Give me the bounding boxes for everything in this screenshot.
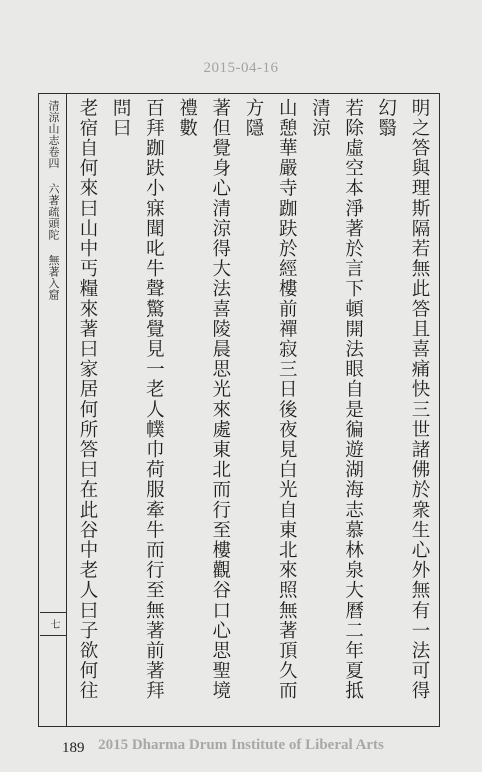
margin-section: 六著疏頭陀 [47,183,60,241]
watermark: 2015 Dharma Drum Institute of Liberal Arts [98,737,384,753]
margin-text [40,100,66,301]
text-column: 老宿自何來曰山中丐糧來著曰家居何所答曰在此谷中老人曰子欲何往 [76,98,98,701]
text-column: 明之答與理斯隔若無此答且喜痛快三世諸佛於衆生心外無有一法可得幻翳 [375,98,430,701]
page-number: 189 [62,740,85,756]
text-column: 著但覺身心清涼得大法喜陵晨思光來處東北而行至樓觀谷口心思聖境禮數 [176,98,231,701]
margin-folio: 七 [40,612,66,636]
margin-chapter: 無著入窟 [47,254,60,301]
text-column: 若除虛空本淨著於言下頓開法眼自是徧遊湖海志慕林泉大曆二年夏抵清涼 [309,98,364,701]
body-text [70,98,436,720]
margin-title: 清涼山志卷四 [47,100,60,169]
text-column: 山憩華嚴寺跏趺於經樓前禪寂三日後夜見白光自東北來照無著頂久而方隱 [242,98,298,701]
text-column: 百拜跏趺小寐聞叱牛聲驚覺見一老人幞巾荷服牽牛而行至無著前著拜問曰 [110,98,165,701]
date-stamp: 2015-04-16 [203,60,279,76]
